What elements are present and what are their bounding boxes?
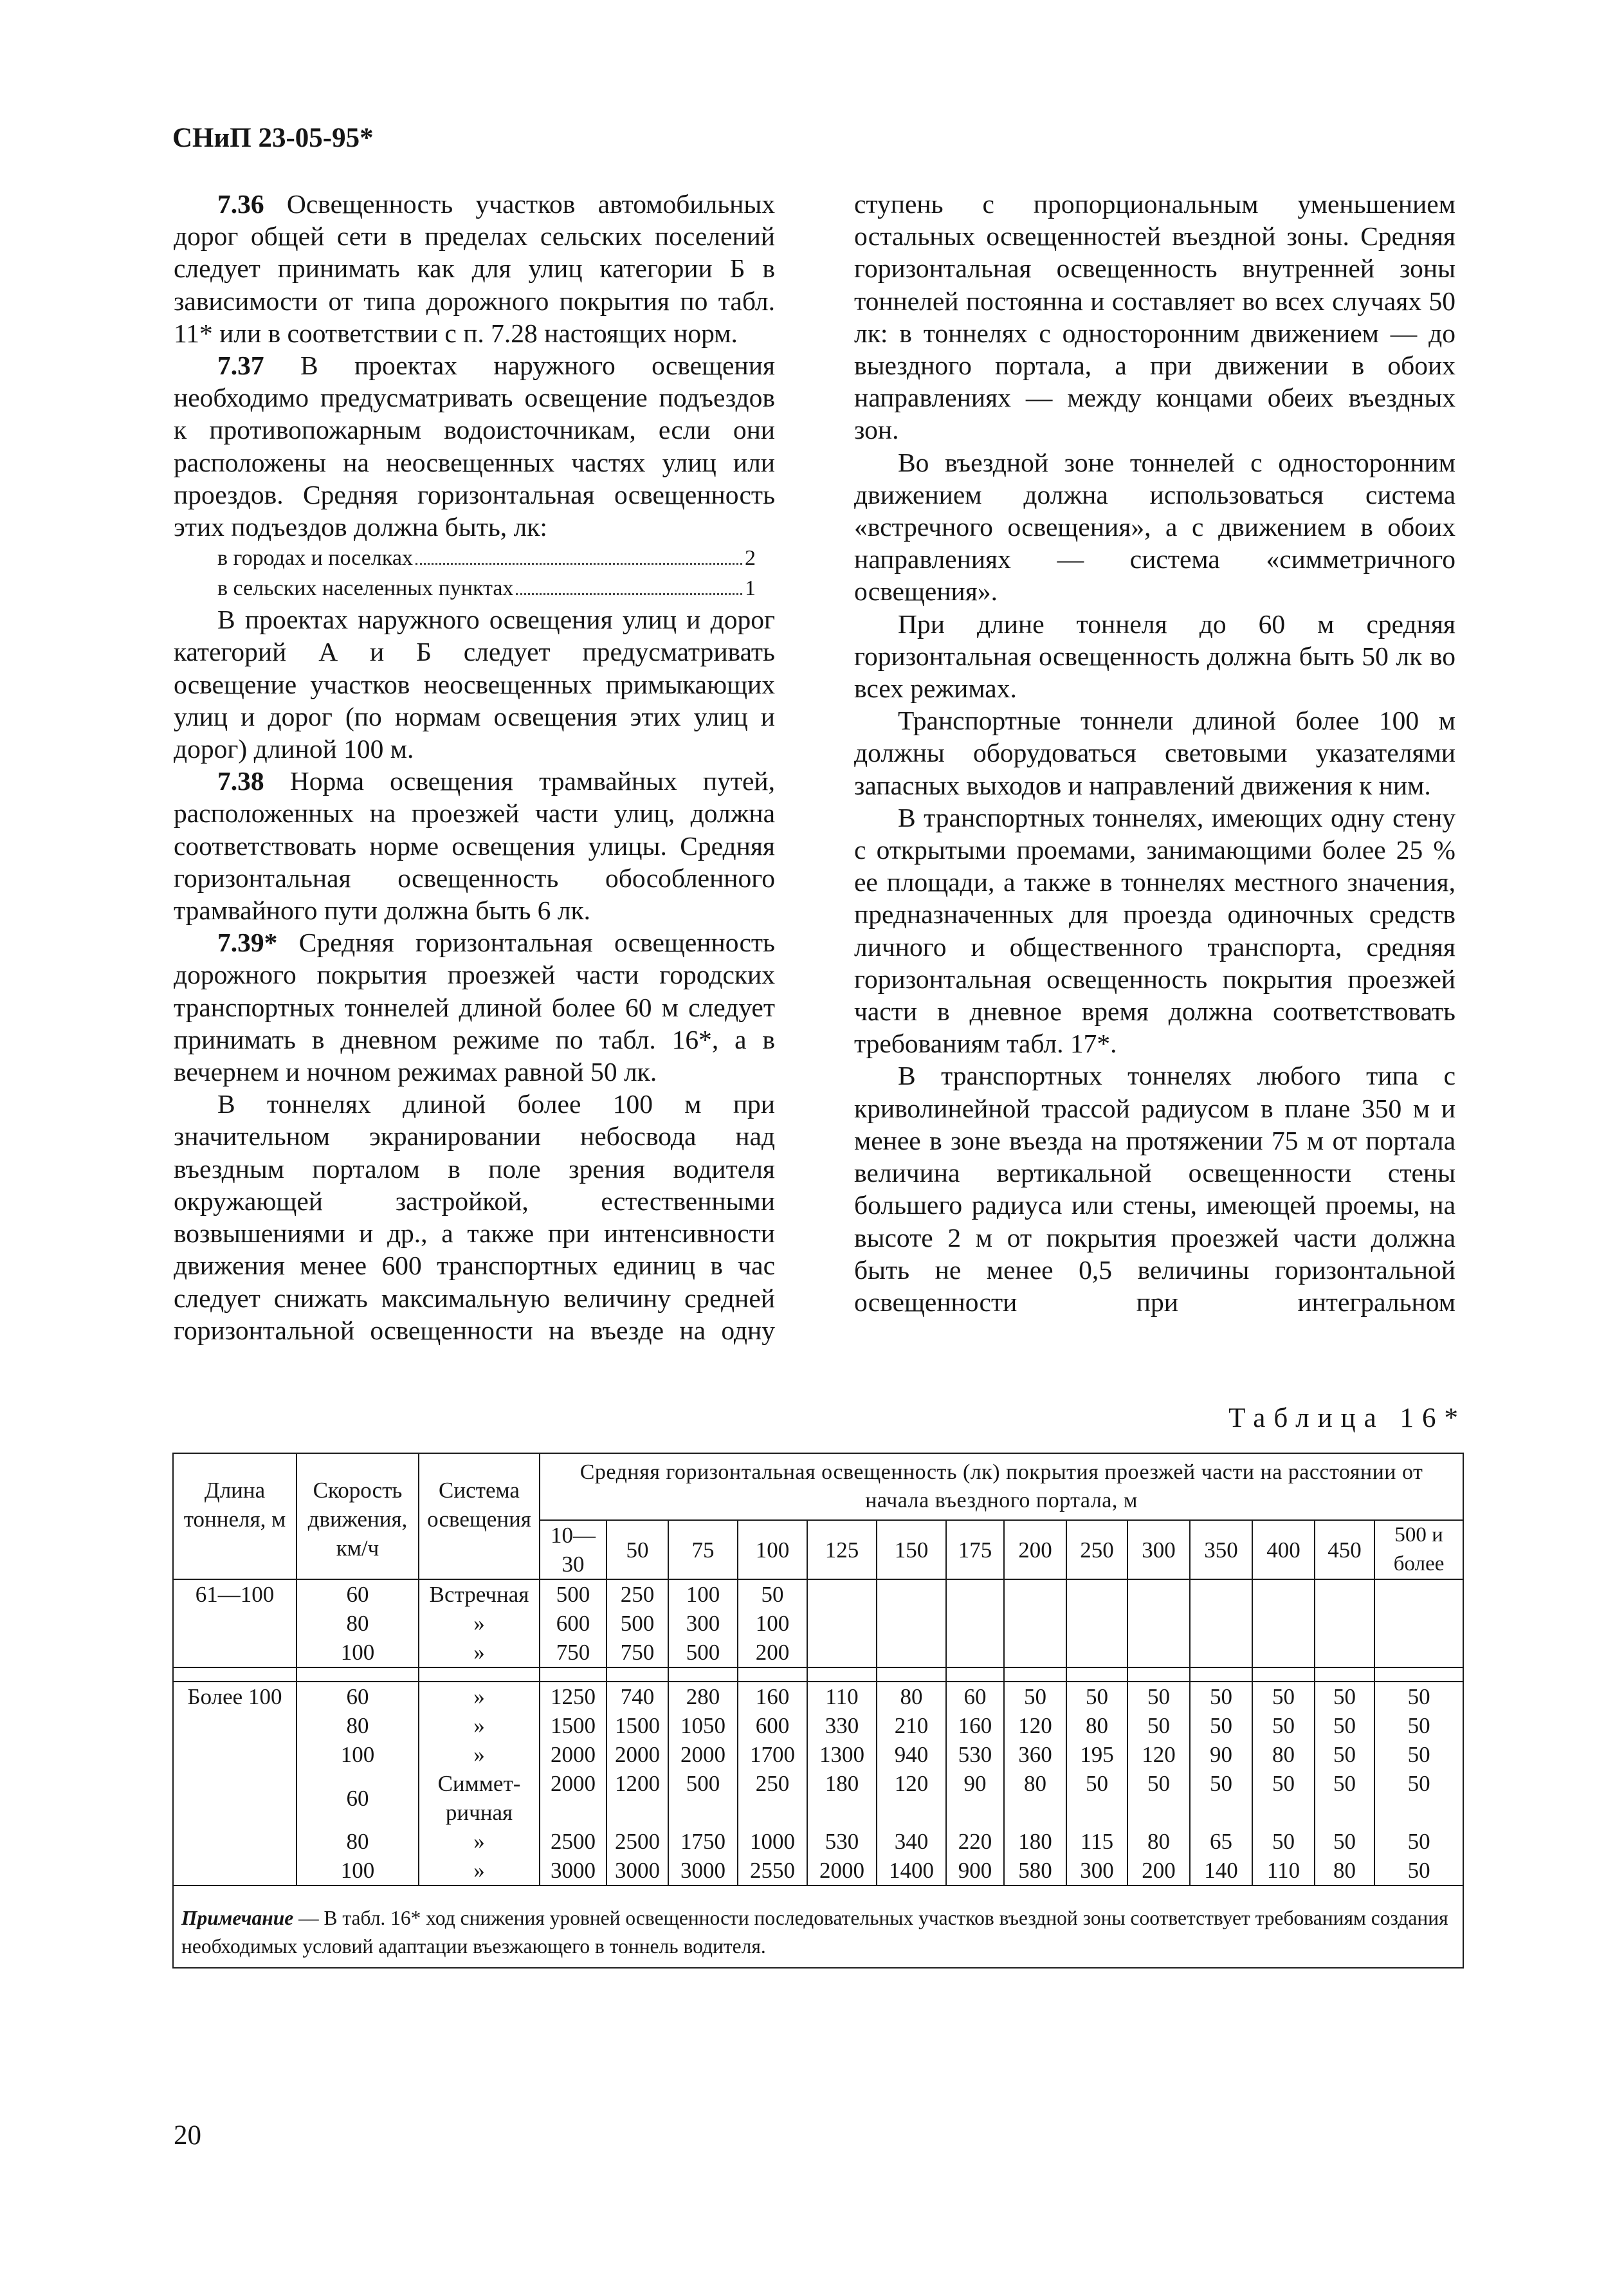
- cell-illuminance: [1374, 1609, 1463, 1638]
- cell-illuminance: 140: [1190, 1856, 1252, 1886]
- cell-illuminance: [877, 1638, 946, 1667]
- table-row: [173, 1827, 1463, 1856]
- cell-illuminance: [946, 1638, 1004, 1667]
- cell-lighting-system: »: [419, 1827, 540, 1856]
- header-distance: 450: [1315, 1520, 1374, 1579]
- cell-illuminance: 1250: [540, 1682, 607, 1711]
- cell-illuminance: 120: [877, 1769, 946, 1827]
- cell-lighting-system: »: [419, 1609, 540, 1638]
- cell-illuminance: 80: [1127, 1827, 1190, 1856]
- cell-illuminance: [1066, 1579, 1127, 1609]
- cell-illuminance: 90: [1190, 1740, 1252, 1769]
- cell-speed: 60: [297, 1769, 419, 1827]
- paragraph-7-36: [174, 188, 775, 349]
- cell-speed: 100: [297, 1740, 419, 1769]
- cell-illuminance: 50: [1190, 1711, 1252, 1740]
- cell-illuminance: 110: [807, 1682, 877, 1711]
- cell-illuminance: 500: [540, 1579, 607, 1609]
- cell-illuminance: 3000: [668, 1856, 738, 1886]
- separator-cell: [419, 1667, 540, 1682]
- cell-tunnel-length: Более 100: [173, 1682, 297, 1886]
- header-distance: 100: [738, 1520, 807, 1579]
- clause-text: Средняя горизонтальная освещенность дорожного покрытия проезжей части городских транспортных тоннелей длиной более 60 м следует принимать в дневном режиме по табл. 16*, а в вечернем и ночном режимах равной 50 лк.: [174, 928, 775, 1087]
- header-distance: 125: [807, 1520, 877, 1579]
- cell-illuminance: 50: [1374, 1856, 1463, 1886]
- cell-illuminance: 900: [946, 1856, 1004, 1886]
- note-text: — В табл. 16* ход снижения уровней освещенности последовательных участков въездной зоны соответствует требованиям создания необходимых условий адаптации въезжающего в тоннель водителя.: [181, 1907, 1448, 1958]
- note-label: Примечание: [181, 1907, 294, 1929]
- clause-number: 7.36: [217, 189, 264, 219]
- paragraph-continuation: ступень с пропорциональным уменьшением остальных освещенностей въездной зоны. Средняя горизонтальная освещенность внутренней зоны тоннелей постоянна и составляет во всех случаях 50 лк: в тоннелях с односторонним движением — до выездного портала, а при движении в обоих направлениях — между концами обеих въездных зон.: [854, 189, 1455, 445]
- separator-cell: [1252, 1667, 1315, 1682]
- cell-speed: 80: [297, 1711, 419, 1740]
- cell-illuminance: 940: [877, 1740, 946, 1769]
- table-body: [173, 1579, 1463, 1886]
- cell-illuminance: 530: [807, 1827, 877, 1856]
- table-row: [173, 1711, 1463, 1740]
- cell-illuminance: 50: [1127, 1682, 1190, 1711]
- cell-illuminance: 1200: [607, 1769, 668, 1827]
- cell-speed: 80: [297, 1609, 419, 1638]
- cell-illuminance: 50: [1374, 1711, 1463, 1740]
- cell-illuminance: 115: [1066, 1827, 1127, 1856]
- cell-illuminance: 500: [668, 1638, 738, 1667]
- cell-illuminance: 80: [1066, 1711, 1127, 1740]
- cell-illuminance: 80: [1315, 1856, 1374, 1886]
- cell-illuminance: 120: [1004, 1711, 1066, 1740]
- cell-illuminance: [1252, 1609, 1315, 1638]
- cell-illuminance: 250: [738, 1769, 807, 1827]
- cell-illuminance: 50: [1252, 1769, 1315, 1827]
- header-distance: 200: [1004, 1520, 1066, 1579]
- cell-illuminance: [1066, 1638, 1127, 1667]
- separator-cell: [946, 1667, 1004, 1682]
- separator-cell: [877, 1667, 946, 1682]
- paragraph-7-39-continued: В тоннелях длиной более 100 м при значительном экранировании небосвода над въездным порталом в поле зрения водителя окружающей застройкой, естественными возвышениями и др., а также при интенсивности движения менее 600 транспортных единиц в час следует снижать максимальную величину средней горизонтальной освещенности на въезде на одну: [174, 1089, 775, 1345]
- cell-illuminance: 50: [1315, 1711, 1374, 1740]
- cell-illuminance: 100: [668, 1579, 738, 1609]
- list-item-cities: [174, 543, 775, 573]
- cell-illuminance: [1315, 1638, 1374, 1667]
- cell-speed: 60: [297, 1579, 419, 1609]
- cell-lighting-system: Симмет- ричная: [419, 1769, 540, 1827]
- separator-cell: [297, 1667, 419, 1682]
- page-number: 20: [174, 2120, 201, 2151]
- cell-illuminance: 160: [946, 1711, 1004, 1740]
- clause-number: 7.37: [217, 351, 264, 381]
- paragraph-lighting-systems: Во въездной зоне тоннелей с односторонним движением должна использоваться система «встречного освещения», а с движением в обоих направлениях — система «симметричного освещения».: [854, 447, 1455, 607]
- cell-illuminance: [1004, 1579, 1066, 1609]
- dot-leader: [516, 593, 742, 595]
- cell-illuminance: 50: [1066, 1682, 1127, 1711]
- separator-cell: [607, 1667, 668, 1682]
- cell-illuminance: 80: [1004, 1769, 1066, 1827]
- cell-illuminance: 120: [1127, 1740, 1190, 1769]
- cell-illuminance: 1050: [668, 1711, 738, 1740]
- cell-illuminance: 360: [1004, 1740, 1066, 1769]
- header-distance: 250: [1066, 1520, 1127, 1579]
- separator-cell: [1127, 1667, 1190, 1682]
- cell-illuminance: 1500: [607, 1711, 668, 1740]
- cell-illuminance: [946, 1579, 1004, 1609]
- separator-cell: [1066, 1667, 1127, 1682]
- cell-illuminance: [877, 1609, 946, 1638]
- paragraph-7-37-continued: В проектах наружного освещения улиц и дорог категорий А и Б следует предусматривать освещение участков неосвещенных примыкающих улиц и дорог (по нормам освещения этих улиц и дорог) длиной 100 м.: [174, 605, 775, 764]
- cell-lighting-system: »: [419, 1638, 540, 1667]
- cell-illuminance: 80: [1252, 1740, 1315, 1769]
- cell-illuminance: 50: [1374, 1769, 1463, 1827]
- table-note: [173, 1886, 1463, 1968]
- cell-illuminance: [1190, 1638, 1252, 1667]
- table-row: [173, 1769, 1463, 1827]
- header-distance: 10—30: [540, 1520, 607, 1579]
- list-item-value: 2: [745, 546, 756, 571]
- cell-illuminance: 1750: [668, 1827, 738, 1856]
- cell-illuminance: 500: [607, 1609, 668, 1638]
- cell-illuminance: [807, 1638, 877, 1667]
- cell-illuminance: 90: [946, 1769, 1004, 1827]
- cell-speed: 100: [297, 1638, 419, 1667]
- cell-illuminance: 200: [1127, 1856, 1190, 1886]
- cell-illuminance: 50: [1004, 1682, 1066, 1711]
- dot-leader: [415, 563, 742, 565]
- header-illuminance-group: Средняя горизонтальная освещенность (лк) покрытия проезжей части на расстоянии от начала въездного портала, м: [540, 1453, 1463, 1520]
- header-distance: 175: [946, 1520, 1004, 1579]
- header-distance: 75: [668, 1520, 738, 1579]
- separator-cell: [540, 1667, 607, 1682]
- cell-illuminance: 50: [1190, 1682, 1252, 1711]
- cell-illuminance: 50: [1315, 1827, 1374, 1856]
- cell-illuminance: 50: [1315, 1682, 1374, 1711]
- cell-illuminance: 600: [738, 1711, 807, 1740]
- cell-illuminance: 50: [1127, 1769, 1190, 1827]
- illuminance-table: [172, 1453, 1464, 1969]
- cell-illuminance: 750: [607, 1638, 668, 1667]
- cell-illuminance: 740: [607, 1682, 668, 1711]
- cell-lighting-system: »: [419, 1740, 540, 1769]
- cell-illuminance: 110: [1252, 1856, 1315, 1886]
- table-row: [173, 1856, 1463, 1886]
- cell-illuminance: [807, 1609, 877, 1638]
- paragraph-short-tunnels: При длине тоннеля до 60 м средняя горизонтальная освещенность должна быть 50 лк во всех режимах.: [854, 609, 1455, 704]
- paragraph-open-wall-tunnels: В транспортных тоннелях, имеющих одну стену с открытыми проемами, занимающими более 25 % ее площади, а также в тоннелях местного значения, предназначенных для проезда одиночных средств личного и общественного транспорта, средняя горизонтальная освещенность покрытия проезжей части в дневное время должна соответствовать требованиям табл. 17*.: [854, 802, 1455, 1059]
- cell-illuminance: 340: [877, 1827, 946, 1856]
- cell-illuminance: [946, 1609, 1004, 1638]
- cell-illuminance: [1252, 1579, 1315, 1609]
- table-row: [173, 1740, 1463, 1769]
- header-distance: 350: [1190, 1520, 1252, 1579]
- header-lighting-system: Система освещения: [419, 1453, 540, 1579]
- cell-illuminance: 50: [1252, 1711, 1315, 1740]
- cell-illuminance: [1127, 1638, 1190, 1667]
- table-row: [173, 1638, 1463, 1667]
- header-speed: Скорость движения, км/ч: [297, 1453, 419, 1579]
- cell-illuminance: 50: [1374, 1682, 1463, 1711]
- cell-illuminance: 220: [946, 1827, 1004, 1856]
- cell-illuminance: 330: [807, 1711, 877, 1740]
- cell-illuminance: 530: [946, 1740, 1004, 1769]
- list-item-value: 1: [745, 576, 756, 601]
- cell-illuminance: 2000: [540, 1740, 607, 1769]
- cell-illuminance: 50: [1252, 1827, 1315, 1856]
- clause-text: Норма освещения трамвайных путей, расположенных на проезжей части улиц, должна соответствовать норме освещения улицы. Средняя горизонтальная освещенность обособленного трамвайного пути должна быть 6 лк.: [174, 766, 775, 926]
- cell-illuminance: 600: [540, 1609, 607, 1638]
- header-distance: 150: [877, 1520, 946, 1579]
- cell-illuminance: 1000: [738, 1827, 807, 1856]
- separator-cell: [173, 1667, 297, 1682]
- cell-illuminance: 50: [738, 1579, 807, 1609]
- cell-tunnel-length: 61—100: [173, 1579, 297, 1667]
- header-distance: 300: [1127, 1520, 1190, 1579]
- cell-illuminance: 1400: [877, 1856, 946, 1886]
- group-separator: [173, 1667, 1463, 1682]
- right-column: [854, 188, 1455, 1318]
- cell-illuminance: 2000: [607, 1740, 668, 1769]
- cell-illuminance: 50: [1190, 1769, 1252, 1827]
- cell-illuminance: 580: [1004, 1856, 1066, 1886]
- cell-illuminance: 2500: [607, 1827, 668, 1856]
- cell-illuminance: 50: [1252, 1682, 1315, 1711]
- cell-illuminance: 50: [1315, 1740, 1374, 1769]
- cell-illuminance: 195: [1066, 1740, 1127, 1769]
- cell-illuminance: 50: [1127, 1711, 1190, 1740]
- cell-illuminance: 100: [738, 1609, 807, 1638]
- cell-illuminance: 300: [668, 1609, 738, 1638]
- paragraph-exit-signs: Транспортные тоннели длиной более 100 м должны оборудоваться световыми указателями запасных выходов и направлений движения к ним.: [854, 706, 1455, 800]
- clause-text: Освещенность участков автомобильных дорог общей сети в пределах сельских поселений следует принимать как для улиц категории Б в зависимости от типа дорожного покрытия по табл. 11* или в соответствии с п. 7.28 настоящих норм.: [174, 189, 775, 348]
- header-distance: 50: [607, 1520, 668, 1579]
- cell-illuminance: [1315, 1609, 1374, 1638]
- cell-lighting-system: »: [419, 1711, 540, 1740]
- paragraph-7-37: [174, 349, 775, 543]
- list-item-villages: [174, 573, 775, 603]
- cell-illuminance: 750: [540, 1638, 607, 1667]
- cell-illuminance: [1004, 1609, 1066, 1638]
- cell-illuminance: [1190, 1609, 1252, 1638]
- cell-illuminance: 2000: [807, 1856, 877, 1886]
- cell-illuminance: 280: [668, 1682, 738, 1711]
- cell-illuminance: 65: [1190, 1827, 1252, 1856]
- cell-illuminance: [1374, 1638, 1463, 1667]
- clause-text: В проектах наружного освещения необходимо предусматривать освещение подъездов к противопожарным водоисточникам, если они расположены на неосвещенных частях улиц или проездов. Средняя горизонтальная освещенность этих подъездов должна быть, лк:: [174, 351, 775, 542]
- paragraph-7-38: [174, 765, 775, 926]
- cell-illuminance: 2500: [540, 1827, 607, 1856]
- cell-illuminance: 1700: [738, 1740, 807, 1769]
- cell-illuminance: 2000: [540, 1769, 607, 1827]
- paragraph-curved-tunnels: В транспортных тоннелях любого типа с криволинейной трассой радиусом в плане 350 м и менее в зоне въезда на протяжении 75 м от портала величина вертикальной освещенности стены большего радиуса или стены, имеющей проемы, на высоте 2 м от покрытия проезжей части должна быть не менее 0,5 величины горизонтальной освещенности при интегральном: [854, 1061, 1455, 1317]
- cell-illuminance: [877, 1579, 946, 1609]
- list-item-label: в городах и поселках: [217, 546, 413, 571]
- cell-illuminance: 180: [807, 1769, 877, 1827]
- clause-number: 7.39*: [217, 928, 278, 958]
- cell-illuminance: [1127, 1579, 1190, 1609]
- cell-illuminance: 250: [607, 1579, 668, 1609]
- cell-lighting-system: »: [419, 1856, 540, 1886]
- separator-cell: [1315, 1667, 1374, 1682]
- table-row: [173, 1682, 1463, 1711]
- table-row: [173, 1579, 1463, 1609]
- document-code: СНиП 23-05-95*: [172, 123, 374, 153]
- table-row: [173, 1609, 1463, 1638]
- separator-cell: [668, 1667, 738, 1682]
- clause-number: 7.38: [217, 766, 264, 796]
- cell-illuminance: [1004, 1638, 1066, 1667]
- cell-illuminance: 300: [1066, 1856, 1127, 1886]
- paragraph-7-39: [174, 926, 775, 1088]
- cell-illuminance: [1374, 1579, 1463, 1609]
- cell-illuminance: 2550: [738, 1856, 807, 1886]
- cell-illuminance: 180: [1004, 1827, 1066, 1856]
- table-caption: Таблица 16*: [1228, 1403, 1466, 1433]
- separator-cell: [1004, 1667, 1066, 1682]
- header-distance: 400: [1252, 1520, 1315, 1579]
- cell-illuminance: 3000: [540, 1856, 607, 1886]
- cell-illuminance: 210: [877, 1711, 946, 1740]
- cell-illuminance: [1127, 1609, 1190, 1638]
- cell-illuminance: 2000: [668, 1740, 738, 1769]
- cell-illuminance: 50: [1374, 1740, 1463, 1769]
- cell-illuminance: 160: [738, 1682, 807, 1711]
- header-tunnel-length: Длина тоннеля, м: [173, 1453, 297, 1579]
- separator-cell: [1190, 1667, 1252, 1682]
- cell-speed: 60: [297, 1682, 419, 1711]
- cell-lighting-system: »: [419, 1682, 540, 1711]
- cell-illuminance: [1252, 1638, 1315, 1667]
- cell-illuminance: [1190, 1579, 1252, 1609]
- cell-illuminance: 80: [877, 1682, 946, 1711]
- separator-cell: [807, 1667, 877, 1682]
- separator-cell: [738, 1667, 807, 1682]
- cell-illuminance: 1300: [807, 1740, 877, 1769]
- cell-speed: 100: [297, 1856, 419, 1886]
- cell-speed: 80: [297, 1827, 419, 1856]
- cell-illuminance: 1500: [540, 1711, 607, 1740]
- cell-illuminance: 200: [738, 1638, 807, 1667]
- cell-illuminance: 500: [668, 1769, 738, 1827]
- header-distance: 500 и более: [1374, 1520, 1463, 1579]
- cell-illuminance: [807, 1579, 877, 1609]
- cell-illuminance: 60: [946, 1682, 1004, 1711]
- cell-illuminance: 50: [1374, 1827, 1463, 1856]
- cell-illuminance: 50: [1315, 1769, 1374, 1827]
- cell-illuminance: 50: [1066, 1769, 1127, 1827]
- cell-lighting-system: Встречная: [419, 1579, 540, 1609]
- list-item-label: в сельских населенных пунктах: [217, 576, 514, 601]
- cell-illuminance: [1066, 1609, 1127, 1638]
- left-column: [174, 188, 775, 1346]
- cell-illuminance: 3000: [607, 1856, 668, 1886]
- cell-illuminance: [1315, 1579, 1374, 1609]
- separator-cell: [1374, 1667, 1463, 1682]
